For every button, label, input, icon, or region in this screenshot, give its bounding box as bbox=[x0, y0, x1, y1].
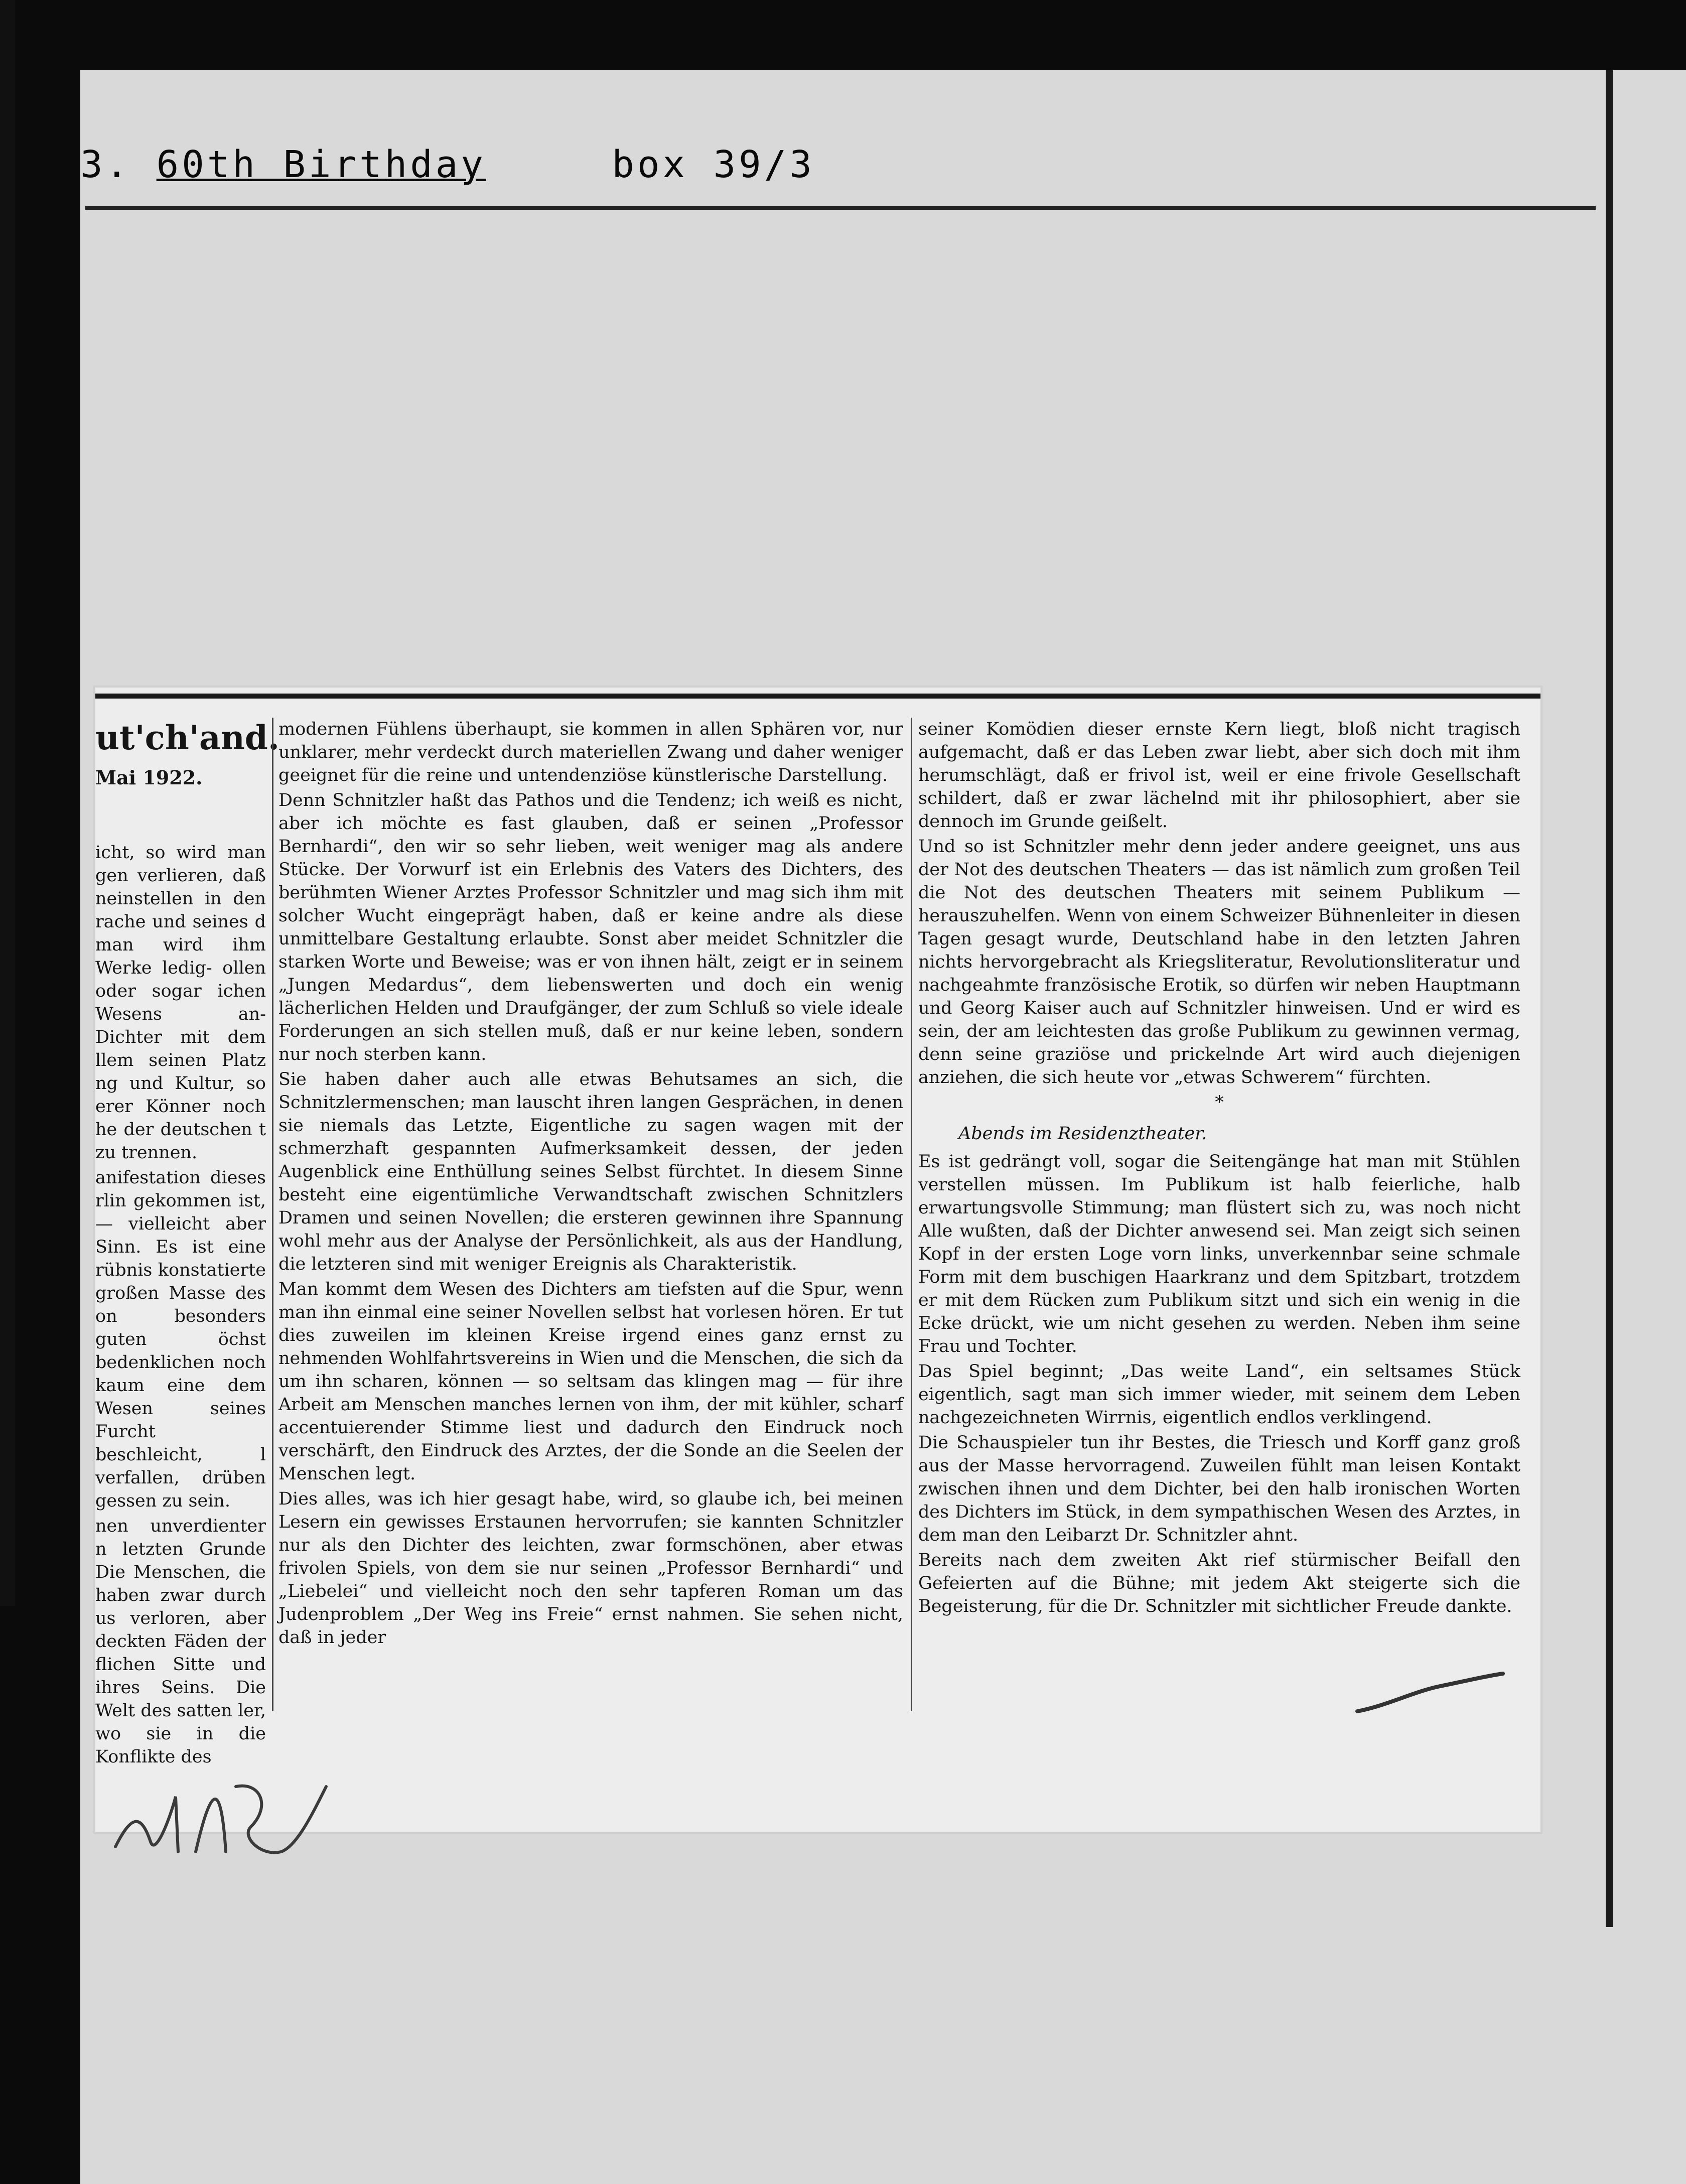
header-rule bbox=[85, 206, 1596, 210]
paragraph: Das Spiel beginnt; „Das weite Land“, ein seltsames Stück eigentlich, sagt man sich immer wieder, mit seinem dem Leben nachgezeichneten Wirrnis, eigentlich endlos verklingend. bbox=[918, 1361, 1520, 1428]
newspaper-clipping bbox=[95, 688, 1540, 1832]
ink-stroke-mark bbox=[1355, 1671, 1505, 1716]
paragraph: nen unverdienter n letzten Grunde Die Menschen, die haben zwar durch us verloren, aber deckten Fäden der flichen Sitte und ihres Seins. Die Welt des satten ler, wo sie in die Konflikte des bbox=[95, 1516, 266, 1767]
section-separator: * bbox=[1215, 1093, 1224, 1113]
paragraph: Bereits nach dem zweiten Akt rief stürmischer Beifall den Gefeierten auf die Bühne; mit jedem Akt steigerte sich die Begeisterung, für die Dr. Schnitzler mit sichtlicher Freude dankte. bbox=[918, 1550, 1520, 1616]
paragraph: Die Schauspieler tun ihr Bestes, die Triesch und Korff ganz groß aus der Masse hervorragend. Zuweilen fühlt man leisen Kontakt zwischen ihnen und dem Dichter, bei den halb ironischen Worten des Dichters im Stück, in dem sympathischen Wesen des Arztes, in dem man den Leibarzt Dr. Schnitzler ahnt. bbox=[918, 1433, 1520, 1545]
paragraph: anifestation dieses rlin gekommen ist, — vielleicht aber Sinn. Es ist eine rübnis konstatierte großen Masse des on besonders guten öchst bedenklichen noch kaum eine dem Wesen seines Furcht beschleicht, l verfallen, drüben gessen zu sein. bbox=[95, 1168, 266, 1511]
column-divider bbox=[272, 718, 273, 1711]
paragraph: Es ist gedrängt voll, sogar die Seitengänge hat man mit Stühlen verstellen müssen. Im Publikum ist halb feierliche, halb erwartungsvolle Stimmung; man flüstert sich zu, was noch nicht Alle wußten, daß der Dichter anwesend sei. Man zeigt sich seinen Kopf in der ersten Loge vorn links, unverkennbar seine schmale Form mit dem buschigen Haarkranz und dem Spitzbart, trotzdem er mit dem Rücken zum Publikum sitzt und sich ein wenig in die Ecke drückt, wie um nicht gesehen zu werden. Neben ihm seine Frau und Tochter. bbox=[918, 1152, 1520, 1356]
paragraph: Denn Schnitzler haßt das Pathos und die Tendenz; ich weiß es nicht, aber ich möchte es fast glauben, daß er seinen „Professor Bernhardi“, den wir so sehr lieben, weit weniger mag als andere Stücke. Der Vorwurf ist ein Erlebnis des Vaters des Dichters, des berühmten Wiener Arztes Professor Schnitzler und mag sich ihm mit solcher Wucht eingeprägt haben, daß er keine andre als diese unmittelbare Gestaltung erlaubte. Sonst aber meidet Schnitzler die starken Worte und Beweise; was er von ihnen hält, zeigt er in seinem „Jungen Medardus“, dem liebenswerten und doch ein wenig lächerlichen Helden und Draufgänger, der zum Schluß so viele ideale Forderungen an sich stellen muß, daß er nur keine leben, sondern nur noch sterben kann. bbox=[278, 790, 903, 1064]
paragraph: seiner Komödien dieser ernste Kern liegt, bloß nicht tragisch aufgemacht, daß er das Leben zwar liebt, aber sich doch mit ihm herumschlägt, daß er frivol ist, weil er eine frivole Gesellschaft schildert, daß er zwar lächelnd mit ihr philosophiert, aber sie dennoch im Grunde geißelt. bbox=[918, 719, 1520, 832]
sheet-right-edge bbox=[1606, 70, 1613, 1927]
header-number: 3. bbox=[80, 143, 131, 186]
header-box-label: box 39/3 bbox=[612, 143, 815, 186]
header-title: 60th Birthday bbox=[156, 143, 486, 186]
paragraph: Man kommt dem Wesen des Dichters am tiefsten auf die Spur, wenn man ihn einmal eine seiner Novellen selbst hat vorlesen hören. Er tut dies zuweilen im kleinen Kreise irgend eines ganz ernst zu nehmenden Wohlfahrtsvereins in Wien und die Menschen, die sich da um ihn scharen, können — so seltsam das klingen mag — für ihre Arbeit am Menschen manches lernen von ihm, der mit kühler, scharf accentuierender Stimme liest und dadurch den Eindruck noch verschärft, den Eindruck des Arztes, der die Sonde an die Seelen der Menschen legt. bbox=[278, 1279, 903, 1484]
clipping-top-rule bbox=[95, 694, 1540, 699]
column-middle bbox=[278, 718, 903, 1696]
dateline: Mai 1922. bbox=[95, 766, 203, 789]
section-subhead: Abends im Residenztheater. bbox=[958, 1124, 1207, 1144]
column-left bbox=[95, 718, 279, 1767]
paragraph: Und so ist Schnitzler mehr denn jeder andere geeignet, uns aus der Not des deutschen Theaters — das ist nämlich zum großen Teil die Not des deutschen Theaters mit seinem Publikum — herauszuhelfen. Wenn von einem Schweizer Bühnenleiter in diesen Tagen gesagt wurde, Deutschland habe in den letzten Jahren nichts hervorgebracht als Kriegsliteratur, Revolutionsliteratur und nachgeahmte französische Erotik, so dürfen wir neben Hauptmann und Georg Kaiser auch auf Schnitzler hinweisen. Und er wird es sein, der am leichtesten das große Publikum zu gewinnen vermag, denn seine graziöse und prickelnde Art wird auch diejenigen anziehen, die sich heute vor „etwas Schwerem“ fürchten. bbox=[918, 837, 1520, 1087]
paragraph: modernen Fühlens überhaupt, sie kommen in allen Sphären vor, nur unklarer, mehr verdeckt durch materiellen Zwang und daher weniger geeignet für die reine und untendenziöse künstlerische Darstellung. bbox=[278, 719, 903, 785]
scan-left-border bbox=[0, 0, 15, 1606]
paragraph: Dies alles, was ich hier gesagt habe, wird, so glaube ich, bei meinen Lesern ein gewisses Erstaunen hervorrufen; sie kannten Schnitzler nur als den Dichter des leichten, zwar formschönen, aber etwas frivolen Spiels, von dem sie nur seinen „Professor Bernhardi“ und „Liebelei“ und vielleicht noch den sehr tapferen Roman um das Judenproblem „Der Weg ins Freie“ ernst nahmen. Sie sehen nicht, daß in jeder bbox=[278, 1489, 903, 1648]
column-divider bbox=[911, 718, 912, 1711]
paragraph: icht, so wird man gen verlieren, daß neinstellen in den rache und seines d man wird ihm Werke ledig- ollen oder sogar ichen Wesens an- Dichter mit dem llem seinen Platz ng und Kultur, so erer Könner noch he der deutschen t zu trennen. bbox=[95, 843, 266, 1163]
handwritten-annotation bbox=[110, 1756, 336, 1867]
column-right bbox=[918, 718, 1520, 1731]
paragraph: Sie haben daher auch alle etwas Behutsames an sich, die Schnitzlermenschen; man lauscht ihren langen Gesprächen, in denen sie niemals das Letzte, Eigentliche zu sagen wagen mit der schmerzhaft gespannten Aufmerksamkeit dessen, der jeden Augenblick eine Enthüllung seines Selbst fürchtet. In diesem Sinne besteht eine eigentümliche Verwandtschaft zwischen Schnitzlers Dramen und seinen Novellen; die ersteren gewinnen ihre Spannung wohl mehr aus der Analyse der Persönlichkeit, als aus der Handlung, die letzteren sind mit weniger Ereignis als Charakteristik. bbox=[278, 1069, 903, 1274]
masthead: ut'ch'and. bbox=[95, 718, 279, 757]
archive-header bbox=[80, 143, 815, 186]
